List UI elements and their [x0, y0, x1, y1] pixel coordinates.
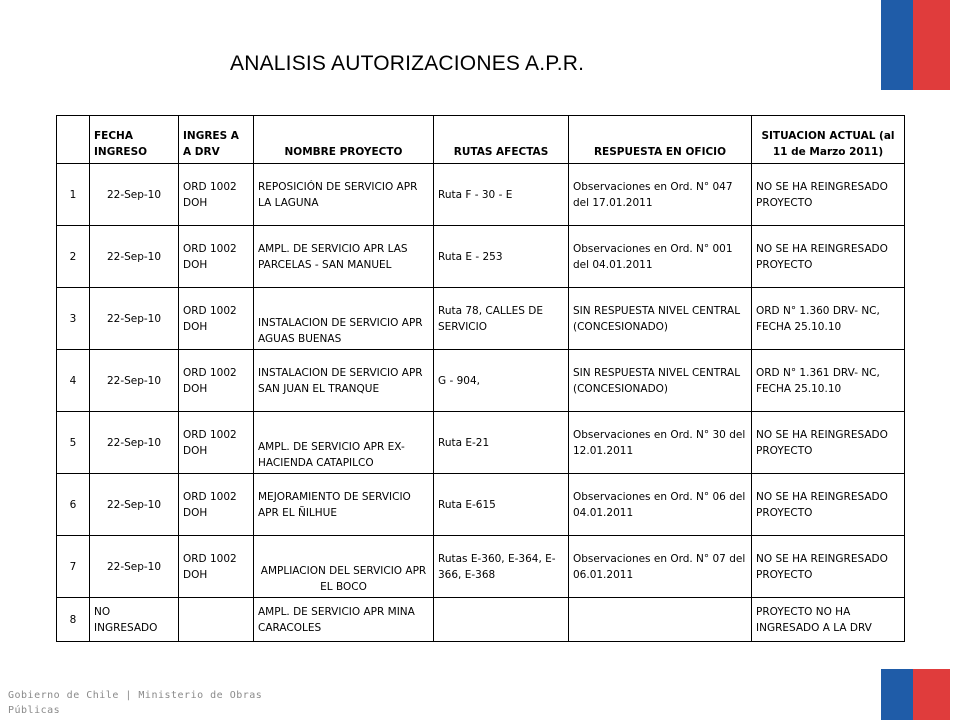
row-respuesta: Observaciones en Ord. N° 047 del 17.01.2011: [569, 164, 752, 226]
row-number: 6: [57, 474, 90, 536]
row-respuesta: Observaciones en Ord. N° 001 del 04.01.2011: [569, 226, 752, 288]
row-proyecto: AMPL. DE SERVICIO APR MINA CARACOLES: [254, 598, 434, 642]
row-ingres: ORD 1002 DOH: [179, 288, 254, 350]
table-row: [57, 350, 905, 412]
row-number: 1: [57, 164, 90, 226]
row-fecha: NO INGRESADO: [90, 598, 179, 642]
flag-decoration-top: [881, 0, 950, 90]
header-num: [57, 116, 90, 164]
row-number: 5: [57, 412, 90, 474]
row-proyecto: AMPLIACION DEL SERVICIO APR EL BOCO: [254, 536, 434, 598]
row-fecha: 22-Sep-10: [90, 226, 179, 288]
row-proyecto: AMPL. DE SERVICIO APR LAS PARCELAS - SAN MANUEL: [254, 226, 434, 288]
row-respuesta: SIN RESPUESTA NIVEL CENTRAL (CONCESIONADO): [569, 288, 752, 350]
header-fecha-ingreso: FECHA INGRESO: [90, 116, 179, 164]
row-situacion: NO SE HA REINGRESADO PROYECTO: [752, 536, 905, 598]
row-situacion: ORD N° 1.361 DRV- NC, FECHA 25.10.10: [752, 350, 905, 412]
row-ingres: ORD 1002 DOH: [179, 412, 254, 474]
row-rutas: Ruta E-615: [434, 474, 569, 536]
row-number: 7: [57, 536, 90, 598]
flag-red-band: [913, 0, 950, 90]
table-row: [57, 288, 905, 350]
row-respuesta: Observaciones en Ord. N° 06 del 04.01.2011: [569, 474, 752, 536]
row-fecha: 22-Sep-10: [90, 350, 179, 412]
flag-decoration-bottom: [881, 669, 950, 720]
row-number: 2: [57, 226, 90, 288]
row-rutas: [434, 598, 569, 642]
row-situacion: NO SE HA REINGRESADO PROYECTO: [752, 164, 905, 226]
row-rutas: G - 904,: [434, 350, 569, 412]
header-respuesta-oficio: RESPUESTA EN OFICIO: [569, 116, 752, 164]
row-number: 4: [57, 350, 90, 412]
table-row: [57, 164, 905, 226]
table-row: [57, 598, 905, 642]
row-fecha: 22-Sep-10: [90, 412, 179, 474]
row-fecha: 22-Sep-10: [90, 536, 179, 598]
row-ingres: [179, 598, 254, 642]
row-ingres: ORD 1002 DOH: [179, 226, 254, 288]
flag-blue-band: [881, 669, 913, 720]
row-rutas: Ruta E - 253: [434, 226, 569, 288]
row-situacion: ORD N° 1.360 DRV- NC, FECHA 25.10.10: [752, 288, 905, 350]
row-situacion: NO SE HA REINGRESADO PROYECTO: [752, 474, 905, 536]
row-rutas: Ruta E-21: [434, 412, 569, 474]
footer-credit: Gobierno de Chile | Ministerio de Obras Públicas: [8, 690, 263, 716]
table-row: [57, 226, 905, 288]
row-number: 8: [57, 598, 90, 642]
row-rutas: Rutas E-360, E-364, E-366, E-368: [434, 536, 569, 598]
row-ingres: ORD 1002 DOH: [179, 536, 254, 598]
table-row: [57, 474, 905, 536]
row-respuesta: Observaciones en Ord. N° 30 del 12.01.2011: [569, 412, 752, 474]
row-proyecto: INSTALACION DE SERVICIO APR SAN JUAN EL TRANQUE: [254, 350, 434, 412]
header-nombre-proyecto: NOMBRE PROYECTO: [254, 116, 434, 164]
authorizations-table: [56, 115, 905, 642]
row-situacion: NO SE HA REINGRESADO PROYECTO: [752, 226, 905, 288]
row-ingres: ORD 1002 DOH: [179, 164, 254, 226]
row-rutas: Ruta F - 30 - E: [434, 164, 569, 226]
header-ingresa-drv: INGRES A A DRV: [179, 116, 254, 164]
row-respuesta: Observaciones en Ord. N° 07 del 06.01.2011: [569, 536, 752, 598]
flag-red-band: [913, 669, 950, 720]
row-ingres: ORD 1002 DOH: [179, 350, 254, 412]
header-situacion-actual: SITUACION ACTUAL (al 11 de Marzo 2011): [752, 116, 905, 164]
row-proyecto: AMPL. DE SERVICIO APR EX-HACIENDA CATAPILCO: [254, 412, 434, 474]
row-situacion: NO SE HA REINGRESADO PROYECTO: [752, 412, 905, 474]
row-fecha: 22-Sep-10: [90, 288, 179, 350]
page-title: ANALISIS AUTORIZACIONES A.P.R.: [230, 52, 585, 75]
row-respuesta: [569, 598, 752, 642]
row-respuesta: SIN RESPUESTA NIVEL CENTRAL (CONCESIONADO): [569, 350, 752, 412]
row-proyecto: MEJORAMIENTO DE SERVICIO APR EL ÑILHUE: [254, 474, 434, 536]
row-proyecto: REPOSICIÓN DE SERVICIO APR LA LAGUNA: [254, 164, 434, 226]
row-fecha: 22-Sep-10: [90, 164, 179, 226]
header-rutas-afectas: RUTAS AFECTAS: [434, 116, 569, 164]
row-ingres: ORD 1002 DOH: [179, 474, 254, 536]
row-rutas: Ruta 78, CALLES DE SERVICIO: [434, 288, 569, 350]
row-proyecto: INSTALACION DE SERVICIO APR AGUAS BUENAS: [254, 288, 434, 350]
flag-blue-band: [881, 0, 913, 90]
table-header-row: [57, 116, 905, 164]
row-number: 3: [57, 288, 90, 350]
table-row: [57, 536, 905, 598]
row-situacion: PROYECTO NO HA INGRESADO A LA DRV: [752, 598, 905, 642]
table-row: [57, 412, 905, 474]
row-fecha: 22-Sep-10: [90, 474, 179, 536]
